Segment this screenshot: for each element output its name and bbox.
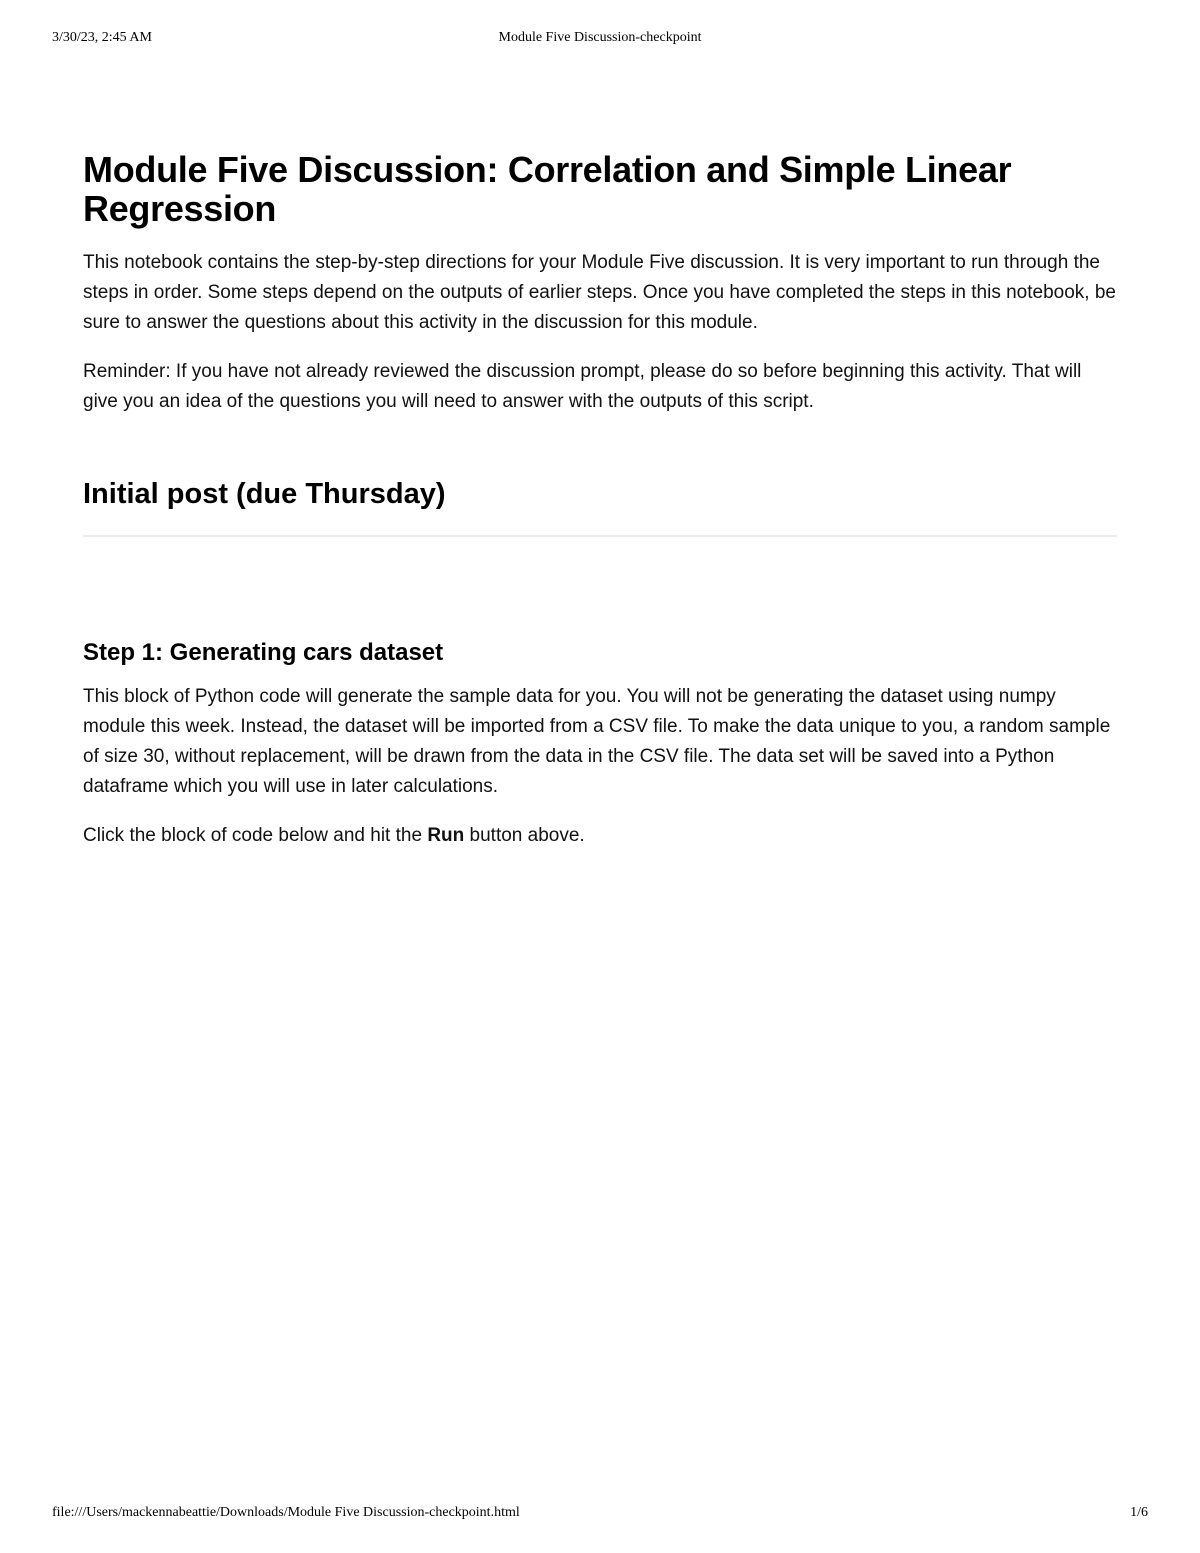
instruction-text-before: Click the block of code below and hit the: [83, 825, 428, 846]
section-heading-initial-post: Initial post (due Thursday): [83, 477, 1117, 537]
print-file-path: file:///Users/mackennabeattie/Downloads/Module Five Discussion-checkpoint.html: [52, 1505, 520, 1520]
reminder-paragraph: Reminder: If you have not already reviewed the discussion prompt, please do so before beginning this activity. That will give you an idea of the questions you will need to answer with the outputs of this script.: [83, 361, 1082, 412]
print-page-number: 1/6: [1130, 1505, 1148, 1520]
step-1-heading: Step 1: Generating cars dataset: [83, 639, 444, 666]
step-1-description: This block of Python code will generate the sample data for you. You will not be generating the dataset using numpy module this week. Instead, the dataset will be imported from a CSV file. To make the data unique to you, a random sample of size 30, without replacement, will be drawn from the data in the CSV file. The data set will be saved into a Python dataframe which you will use in later calculations.: [83, 686, 1111, 797]
print-document-title: Module Five Discussion-checkpoint: [498, 30, 702, 45]
page-title: Module Five Discussion: Correlation and Simple Linear Regression: [83, 149, 1012, 229]
print-footer: [52, 1505, 1148, 1525]
intro-paragraph: This notebook contains the step-by-step directions for your Module Five discussion. It is very important to run through the steps in order. Some steps depend on the outputs of earlier steps. Once you have completed the steps in this notebook, be sure to answer the questions about this activity in the discussion for this module.: [83, 252, 1116, 333]
step-1-instruction: [83, 821, 1117, 851]
print-date: 3/30/23, 2:45 AM: [52, 30, 152, 45]
run-button-label: Run: [427, 825, 465, 846]
instruction-text-after: button above.: [464, 825, 585, 846]
print-header: [52, 30, 1148, 50]
notebook-content: [83, 150, 1117, 870]
